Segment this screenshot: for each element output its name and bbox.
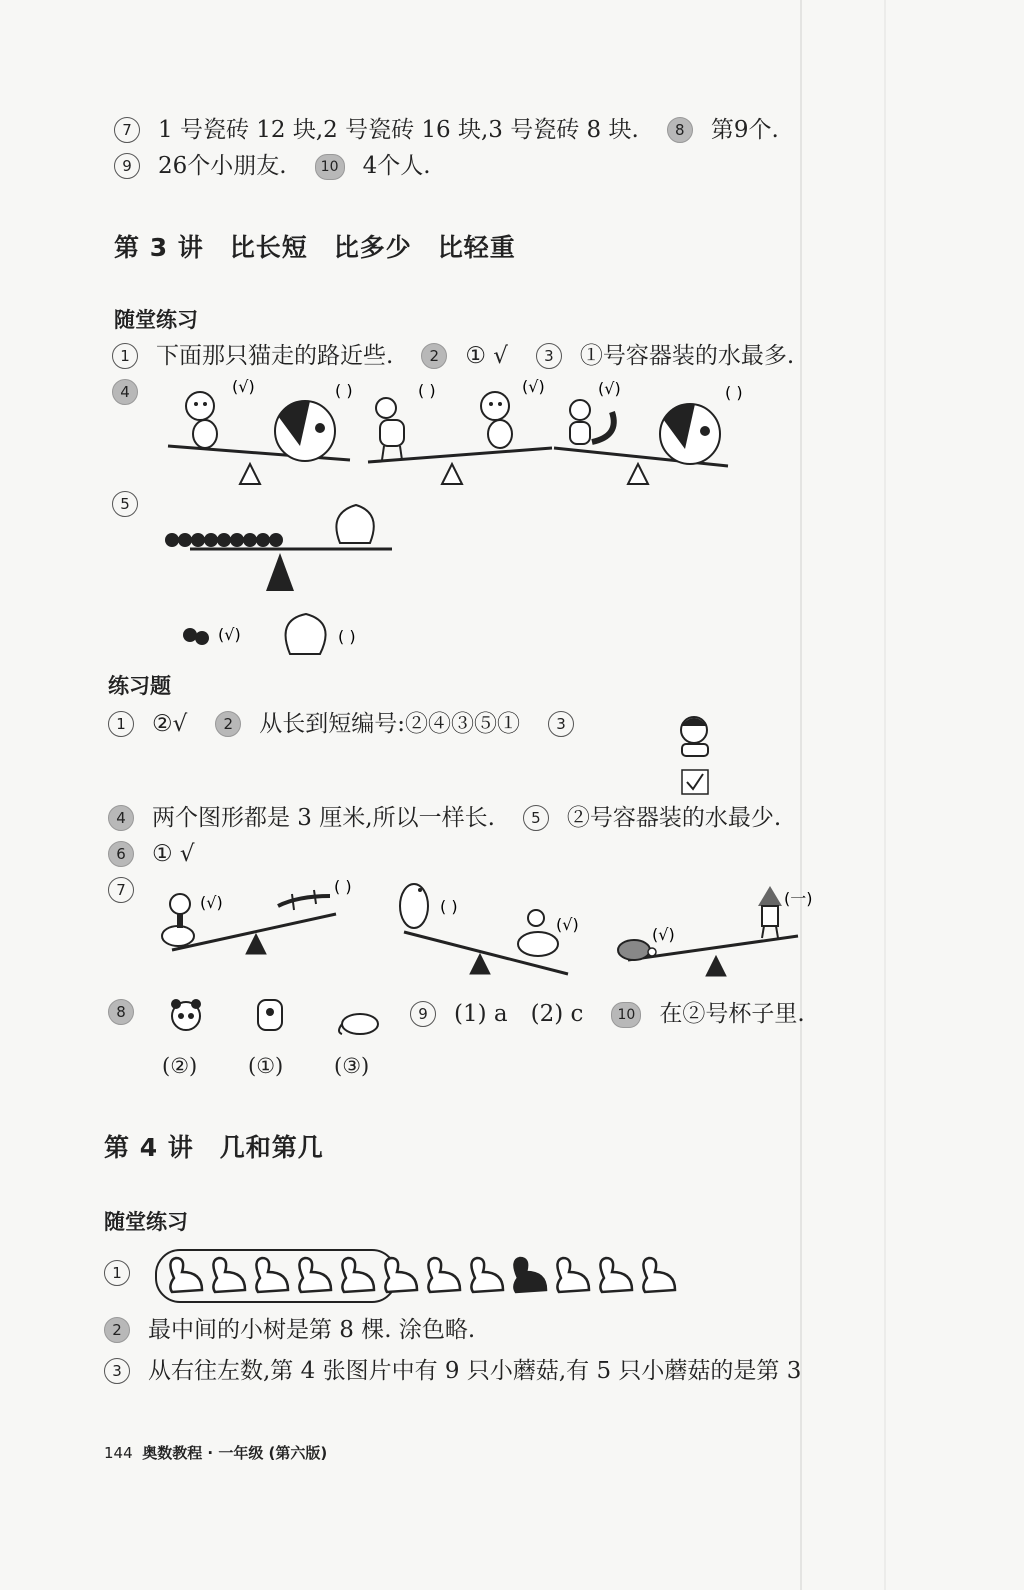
answer-box	[682, 770, 708, 794]
classwork-q4-number	[112, 377, 156, 407]
answer-text: 26个小朋友.	[158, 153, 287, 179]
monkey-icon	[186, 392, 217, 448]
answer-text: 从长到短编号:②④③⑤①	[259, 711, 521, 737]
page-fold-line	[884, 0, 886, 1590]
classwork-line-1-3	[112, 341, 794, 371]
duck-icon	[299, 1258, 331, 1292]
answer-text: 从右往左数,第 4 张图片中有 9 只小蘑菇,有 5 只小蘑菇的是第 3	[148, 1358, 802, 1384]
child-icon	[681, 717, 708, 756]
q8-animals	[166, 996, 386, 1036]
answer-text: ①号容器装的水最多.	[579, 343, 795, 369]
cherry-icon	[165, 533, 283, 547]
mark: (√)	[598, 379, 621, 398]
answer-line-7-8	[114, 115, 779, 145]
mark: ( )	[335, 381, 353, 400]
question-number: 3	[536, 343, 562, 369]
answer-text: ① √	[152, 841, 195, 867]
answer-line-9-10	[114, 151, 431, 181]
chapter-title: 第 4 讲 几和第几	[104, 1133, 324, 1162]
classwork-q5-number	[112, 489, 156, 519]
question-number: 6	[108, 841, 134, 867]
answer-text: 1 号瓷砖 12 块,2 号瓷砖 16 块,3 号瓷砖 8 块.	[158, 117, 639, 143]
peach-icon	[286, 614, 326, 654]
duck-icon	[428, 1258, 460, 1292]
duck-icon	[643, 1258, 675, 1292]
answer-text: 第9个.	[710, 117, 779, 143]
question-number: 3	[548, 711, 574, 737]
question-number: 2	[104, 1317, 130, 1343]
q8-answer: (③)	[334, 1054, 370, 1078]
mark: (√)	[218, 625, 241, 644]
q8-answer: (②)	[162, 1054, 198, 1078]
section-heading: 随堂练习	[114, 308, 198, 332]
mark: ( )	[725, 383, 743, 402]
question-number: 2	[215, 711, 241, 737]
answer-text: ②√	[152, 711, 188, 737]
answer-text: ②号容器装的水最少.	[566, 805, 782, 831]
mark: (一)	[784, 889, 813, 908]
question-number: 1	[108, 711, 134, 737]
balance-fulcrum	[266, 553, 294, 591]
chapter-title: 第 3 讲 比长短 比多少 比轻重	[114, 233, 516, 262]
balance-figure-q4	[160, 376, 760, 486]
snake-icon	[162, 894, 194, 946]
answer-text: 在②号杯子里.	[659, 1001, 805, 1027]
mark: (√)	[522, 377, 545, 396]
question-number: 8	[667, 117, 693, 143]
question-number: 9	[410, 1001, 436, 1027]
elephant-icon	[339, 1014, 378, 1034]
mark: (√)	[652, 925, 675, 944]
question-number: 7	[114, 117, 140, 143]
monkey-icon	[481, 392, 512, 448]
question-number: 4	[112, 379, 138, 405]
question-number: 4	[108, 805, 134, 831]
section-heading: 练习题	[108, 674, 171, 698]
duck-icon	[514, 1258, 546, 1292]
q3-figure	[672, 712, 722, 802]
q5-answer-row	[180, 610, 390, 660]
answer-text: 4个人.	[362, 153, 431, 179]
question-number: 10	[611, 1002, 641, 1028]
mark: (√)	[200, 893, 223, 912]
exercise-line-4-5	[108, 803, 781, 833]
answer-text: 两个图形都是 3 厘米,所以一样长.	[152, 805, 495, 831]
question-number: 5	[112, 491, 138, 517]
classwork-line-2	[104, 1315, 475, 1345]
duck-icon	[471, 1258, 503, 1292]
squirrel-icon	[570, 400, 614, 444]
duck-icon	[213, 1258, 245, 1292]
question-number: 1	[104, 1260, 130, 1286]
panda-icon	[171, 999, 201, 1030]
balance-figure-q5	[160, 495, 400, 595]
mark: ( )	[440, 897, 458, 916]
panda-icon	[275, 400, 335, 461]
lizard-icon	[278, 890, 330, 910]
panda-icon	[660, 403, 720, 464]
exercise-q7-number	[108, 875, 152, 905]
page-number: 144	[104, 1444, 133, 1462]
exercise-line-9-10	[410, 999, 805, 1029]
exercise-q8-number	[108, 997, 152, 1027]
mark: (√)	[556, 915, 579, 934]
duck-icon	[256, 1258, 288, 1292]
q8-answer: (①)	[248, 1054, 284, 1078]
deer-icon	[376, 398, 404, 460]
exercise-line-6	[108, 839, 195, 869]
question-number: 7	[108, 877, 134, 903]
mark: (√)	[232, 377, 255, 396]
question-number: 3	[104, 1358, 130, 1384]
peach-icon	[336, 505, 373, 543]
answer-text: 最中间的小树是第 8 棵. 涂色略.	[148, 1317, 476, 1343]
squid-icon	[758, 886, 782, 938]
answer-text: (1) a (2) c	[454, 1001, 584, 1027]
question-number: 9	[114, 153, 140, 179]
mark: ( )	[338, 627, 356, 646]
duck-row-figure	[154, 1246, 684, 1306]
question-number: 10	[315, 154, 345, 180]
cherry-icon	[183, 628, 209, 645]
book-title: 奥数教程 · 一年级 (第六版)	[142, 1444, 328, 1462]
question-number: 5	[523, 805, 549, 831]
duck-icon	[342, 1258, 374, 1292]
answer-text: 下面那只猫走的路近些.	[156, 343, 394, 369]
question-number: 8	[108, 999, 134, 1025]
page-fold-line	[800, 0, 802, 1590]
classwork-q1-number	[104, 1258, 148, 1288]
duck-icon	[385, 1258, 417, 1292]
balance-figure-q7	[158, 878, 838, 978]
duck-icon	[170, 1258, 202, 1292]
mark: ( )	[418, 381, 436, 400]
duck-icon	[600, 1258, 632, 1292]
question-number: 2	[421, 343, 447, 369]
parrot-icon	[400, 884, 428, 928]
section-heading: 随堂练习	[104, 1210, 188, 1234]
duck-icon	[518, 910, 558, 956]
page-footer	[104, 1442, 327, 1463]
classwork-line-3	[104, 1356, 801, 1386]
exercise-line-1-3	[108, 709, 592, 739]
koala-icon	[258, 1000, 282, 1030]
question-number: 1	[112, 343, 138, 369]
answer-text: ① √	[465, 343, 508, 369]
mark: ( )	[334, 877, 352, 896]
duck-icon	[557, 1258, 589, 1292]
